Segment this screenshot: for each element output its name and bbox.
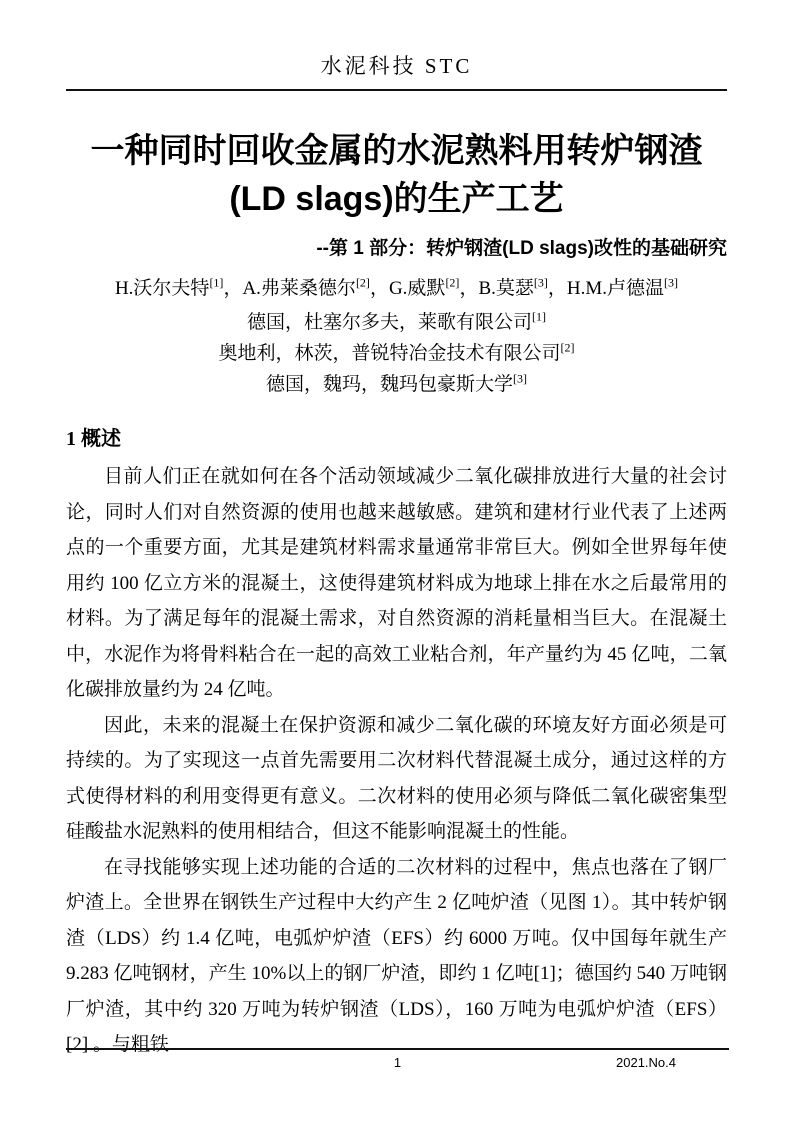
paragraph-2: 因此，未来的混凝土在保护资源和减少二氧化碳的环境友好方面必须是可持续的。为了实现这一点首先需要用二次材料代替混凝土成分，通过这样的方式使得材料的利用变得更有意义。二次材料的使用必须与降低二氧化碳密集型硅酸盐水泥熟料的使用相结合，但这不能影响混凝土的性能。 — [66, 714, 727, 842]
affiliation-text: 奥地利，林茨，普锐特冶金技术有限公司 — [218, 343, 561, 364]
journal-title: 水泥科技 STC — [320, 54, 473, 78]
author-list — [0, 276, 793, 302]
article-body — [66, 459, 727, 1063]
affiliation — [0, 369, 793, 400]
article-title-line1: 一种同时回收金属的水泥熟料用转炉钢渣 — [90, 132, 703, 170]
author — [242, 275, 389, 299]
author-affiliation-ref: [2] — [445, 275, 460, 290]
author — [114, 275, 243, 299]
author-affiliation-ref: [3] — [533, 275, 548, 290]
issue-number: 2021.No.4 — [616, 1055, 676, 1070]
article-title-line2: (LD slags)的生产工艺 — [229, 180, 564, 218]
affiliation-ref: [3] — [513, 371, 527, 386]
footer-row — [66, 1050, 729, 1070]
affiliation — [0, 338, 793, 369]
paragraph-3: 在寻找能够实现上述功能的合适的二次材料的过程中，焦点也落在了钢厂炉渣上。全世界在钢铁生产过程中大约产生 2 亿吨炉渣（见图 1）。其中转炉钢渣（LDS）约 1.4 亿吨，电弧炉炉渣（EFS）约 6000 万吨。仅中国每年就生产 9.283 亿吨钢材，产生 10%以上的钢厂炉渣，即约 1 亿吨[1]；德国约 540 万吨钢厂炉渣，其中约 320 万吨为转炉钢渣（LDS），160 万吨为电弧炉炉渣（EFS）[2] 。与粗铁 — [66, 856, 727, 1055]
author-separator: ， — [459, 278, 479, 299]
affiliation-ref: [1] — [532, 309, 546, 324]
author-name: H.M.卢德温 — [566, 278, 665, 299]
author-name: A.弗莱桑德尔 — [242, 278, 356, 299]
author-separator: ， — [369, 278, 389, 299]
page-number: 1 — [393, 1055, 402, 1070]
author-affiliation-ref: [2] — [355, 275, 370, 290]
author-affiliation-ref: [1] — [209, 275, 224, 290]
affiliation-list — [0, 307, 793, 400]
paragraph-1: 目前人们正在就如何在各个活动领域减少二氧化碳排放进行大量的社会讨论，同时人们对自然资源的使用也越来越敏感。建筑和建材行业代表了上述两点的一个重要方面，尤其是建筑材料需求量通常非常巨大。例如全世界每年使用约 100 亿立方米的混凝土，这使得建筑材料成为地球上排在水之后最常用的材料。为了满足每年的混凝土需求，对自然资源的消耗量相当巨大。在混凝土中，水泥作为将骨料粘合在一起的高效工业粘合剂，年产量约为 45 亿吨，二氧化碳排放量约为 24 亿吨。 — [66, 466, 727, 700]
affiliation-ref: [2] — [560, 340, 575, 355]
author — [566, 275, 679, 299]
article-title — [66, 127, 727, 223]
page-footer — [66, 1048, 729, 1070]
author-separator: ， — [547, 278, 567, 299]
author-affiliation-ref: [3] — [664, 275, 679, 290]
affiliation-text: 德国，魏玛，魏玛包豪斯大学 — [265, 374, 513, 395]
author-name: B.莫瑟 — [478, 278, 534, 299]
author-name: G.威默 — [388, 278, 446, 299]
affiliation-text: 德国，杜塞尔多夫，莱歌有限公司 — [246, 312, 532, 333]
article-subtitle: --第 1 部分：转炉钢渣(LD slags)改性的基础研究 — [316, 238, 727, 259]
author-separator: ， — [223, 278, 243, 299]
page-header — [66, 0, 727, 91]
section-heading: 1 概述 — [66, 428, 121, 450]
author — [478, 275, 567, 299]
author — [388, 275, 479, 299]
author-name: H.沃尔夫特 — [114, 278, 210, 299]
affiliation — [0, 307, 793, 338]
